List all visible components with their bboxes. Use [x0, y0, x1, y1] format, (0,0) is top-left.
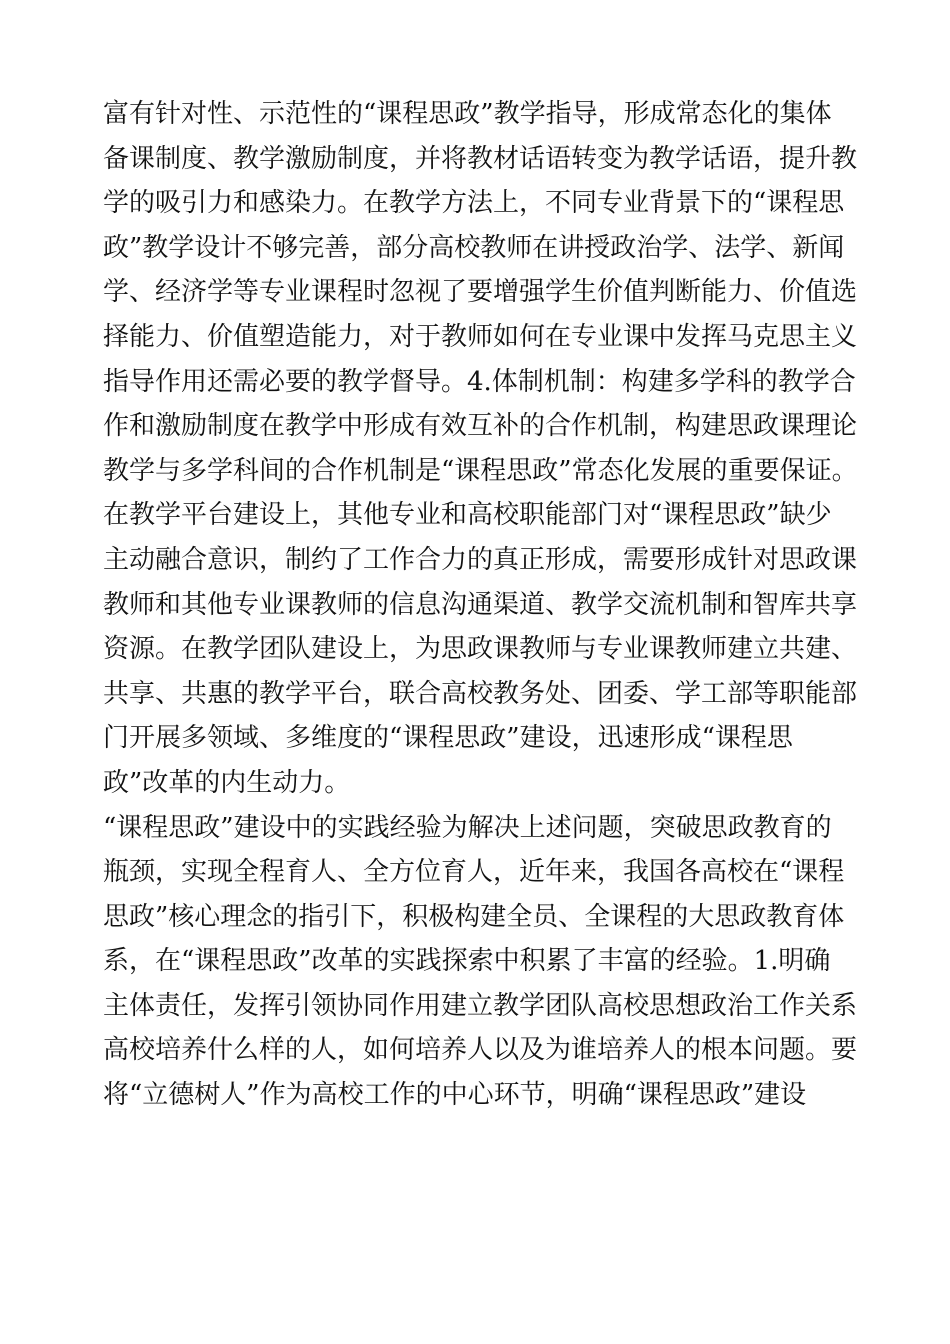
- text-line: 教师和其他专业课教师的信息沟通渠道、教学交流机制和智库共享: [103, 589, 858, 620]
- text-line: 系，在“课程思政”改革的实践探索中积累了丰富的经验。1.明确: [103, 946, 831, 977]
- text-line: 政”教学设计不够完善，部分高校教师在讲授政治学、法学、新闻: [103, 232, 845, 263]
- text-line: 高校培养什么样的人，如何培养人以及为谁培养人的根本问题。要: [103, 1035, 858, 1066]
- paragraph: [103, 92, 863, 806]
- text-line: 瓶颈，实现全程育人、全方位育人，近年来，我国各高校在“课程: [103, 857, 845, 888]
- text-line: 作和激励制度在教学中形成有效互补的合作机制，构建思政课理论: [103, 411, 858, 442]
- text-line: 主体责任，发挥引领协同作用建立教学团队高校思想政治工作关系: [103, 990, 858, 1021]
- text-line: 资源。在教学团队建设上，为思政课教师与专业课教师建立共建、: [103, 634, 858, 665]
- body-text: [103, 92, 863, 1118]
- text-line: 在教学平台建设上，其他专业和高校职能部门对“课程思政”缺少: [103, 500, 832, 531]
- text-line: 教学与多学科间的合作机制是“课程思政”常态化发展的重要保证。: [103, 455, 858, 486]
- text-line: 主动融合意识，制约了工作合力的真正形成，需要形成针对思政课: [103, 544, 858, 575]
- text-line: 指导作用还需必要的教学督导。4.体制机制：构建多学科的教学合: [103, 366, 856, 397]
- text-line: 学的吸引力和感染力。在教学方法上，不同专业背景下的“课程思: [103, 188, 845, 219]
- text-line: 备课制度、教学激励制度，并将教材话语转变为教学话语，提升教: [103, 143, 858, 174]
- text-line: 择能力、价值塑造能力，对于教师如何在专业课中发挥马克思主义: [103, 321, 858, 352]
- text-line: 思政”核心理念的指引下，积极构建全员、全课程的大思政教育体: [103, 901, 845, 932]
- text-line: 富有针对性、示范性的“课程思政”教学指导，形成常态化的集体: [103, 99, 832, 129]
- text-line: 学、经济学等专业课程时忽视了要增强学生价值判断能力、价值选: [103, 277, 858, 308]
- text-line: 将“立德树人”作为高校工作的中心环节，明确“课程思政”建设: [103, 1080, 807, 1111]
- text-line: 门开展多领域、多维度的“课程思政”建设，迅速形成“课程思: [103, 723, 793, 754]
- text-line: “课程思政”建设中的实践经验为解决上述问题，突破思政教育的: [103, 812, 832, 843]
- text-line: 政”改革的内生动力。: [103, 767, 351, 798]
- text-line: 共享、共惠的教学平台，联合高校教务处、团委、学工部等职能部: [103, 678, 858, 709]
- paragraph: [103, 806, 863, 1118]
